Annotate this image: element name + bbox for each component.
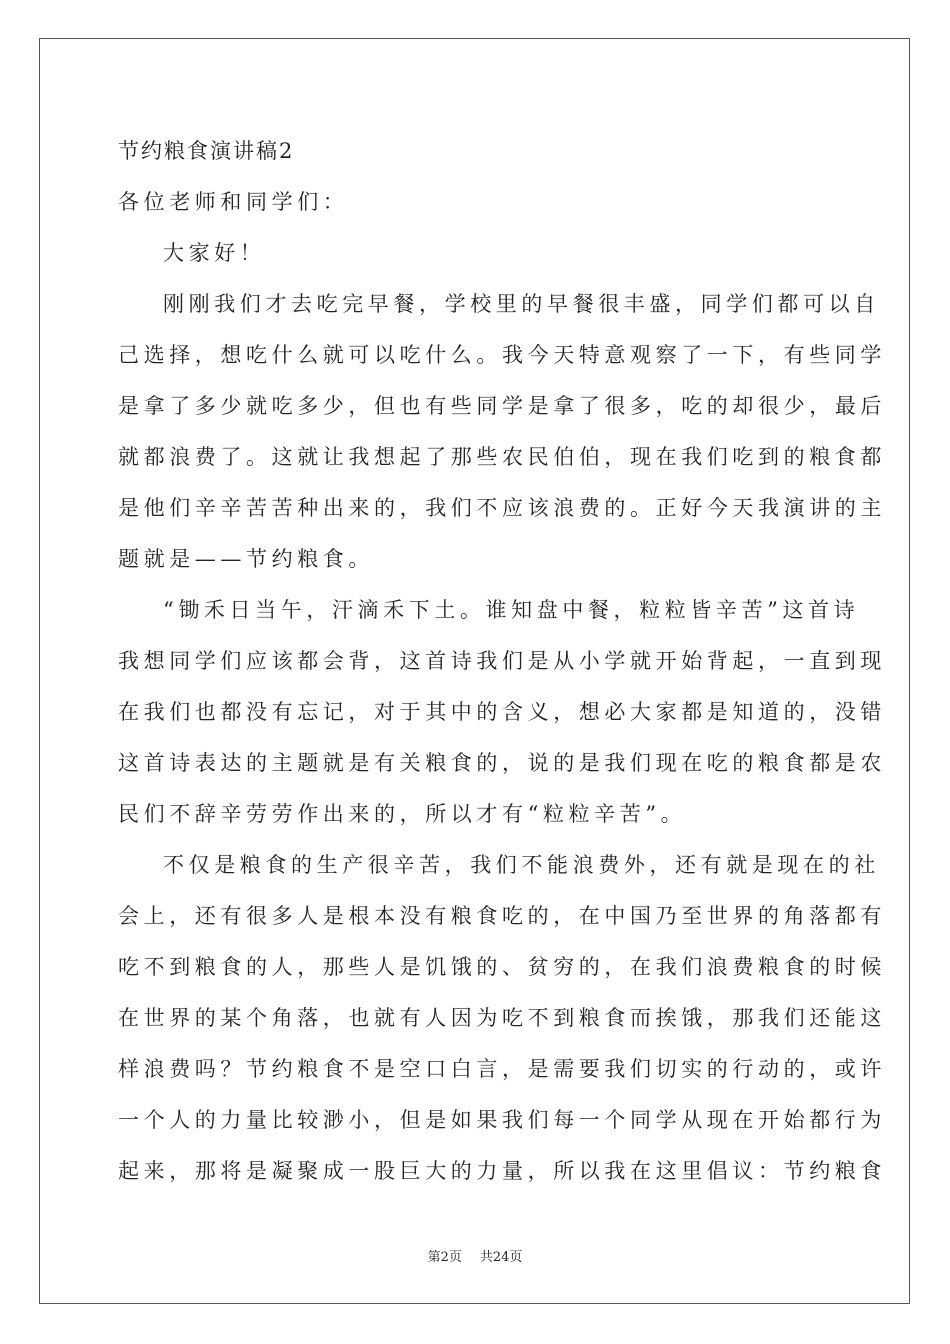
text-line: 不仅是粮食的生产很辛苦，我们不能浪费外，还有就是现在的社 bbox=[163, 853, 880, 877]
text-line: 样浪费吗？节约粮食不是空口白言，是需要我们切实的行动的，或许 bbox=[118, 1057, 886, 1081]
text-line: 民们不辞辛劳劳作出来的，所以才有“粒粒辛苦”。 bbox=[118, 802, 687, 826]
text-line: 我想同学们应该都会背，这首诗我们是从小学就开始背起，一直到现 bbox=[118, 649, 886, 673]
text-line: 是拿了多少就吃多少，但也有些同学是拿了很多，吃的却很少，最后 bbox=[118, 394, 886, 418]
text-line: 就都浪费了。这就让我想起了那些农民伯伯，现在我们吃到的粮食都 bbox=[118, 445, 886, 469]
text-line: 刚刚我们才去吃完早餐，学校里的早餐很丰盛，同学们都可以自 bbox=[163, 292, 880, 316]
text-line: 在世界的某个角落，也就有人因为吃不到粮食而挨饿，那我们还能这 bbox=[118, 1006, 886, 1030]
text-line: 这首诗表达的主题就是有关粮食的，说的是我们现在吃的粮食都是农 bbox=[118, 751, 886, 775]
greeting: 大家好！ bbox=[163, 241, 266, 265]
document-body bbox=[118, 126, 886, 1197]
text-line: 在我们也都没有忘记，对于其中的含义，想必大家都是知道的，没错 bbox=[118, 700, 886, 724]
text-line: 是他们辛辛苦苦种出来的，我们不应该浪费的。正好今天我演讲的主 bbox=[118, 496, 886, 520]
text-line: 起来，那将是凝聚成一股巨大的力量，所以我在这里倡议：节约粮食 bbox=[118, 1159, 886, 1183]
text-line: 会上，还有很多人是根本没有粮食吃的，在中国乃至世界的角落都有 bbox=[118, 904, 886, 928]
page-footer bbox=[0, 1246, 950, 1265]
salutation: 各位老师和同学们： bbox=[118, 190, 349, 214]
text-line: 题就是——节约粮食。 bbox=[118, 547, 374, 571]
page-number: 第2页 bbox=[427, 1250, 462, 1265]
speech-text bbox=[118, 279, 886, 1197]
text-line: 一个人的力量比较渺小，但是如果我们每一个同学从现在开始都行为 bbox=[118, 1108, 886, 1132]
text-line: 己选择，想吃什么就可以吃什么。我今天特意观察了一下，有些同学 bbox=[118, 343, 886, 367]
page-total: 共24页 bbox=[479, 1250, 523, 1265]
text-line: “锄禾日当午，汗滴禾下土。谁知盘中餐，粒粒皆辛苦”这首诗 bbox=[163, 598, 860, 622]
text-line: 吃不到粮食的人，那些人是饥饿的、贫穷的，在我们浪费粮食的时候 bbox=[118, 955, 886, 979]
document-title: 节约粮食演讲稿2 bbox=[118, 139, 295, 163]
